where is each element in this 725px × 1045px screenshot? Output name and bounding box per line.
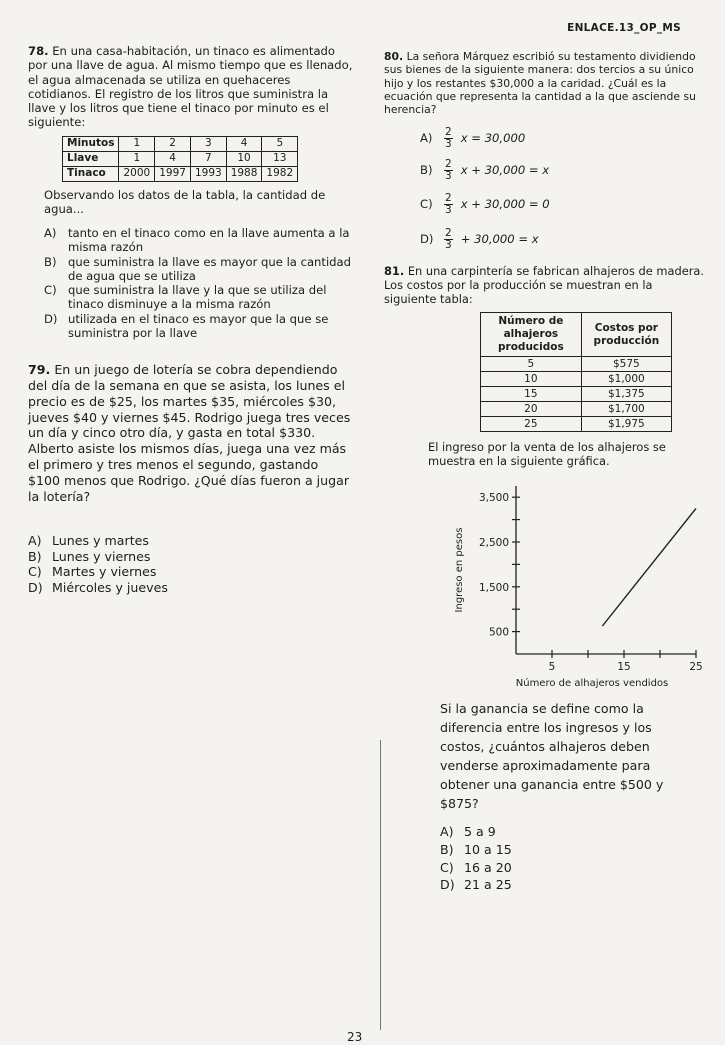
option-letter: C) (44, 283, 57, 297)
cost-table (480, 312, 672, 432)
table-cell: 2000 (119, 166, 155, 181)
table-cell: 1982 (262, 166, 298, 181)
option-text: 10 a 15 (464, 842, 512, 858)
option-text: utilizada en el tinaco es mayor que la que se suministra por la llave (68, 311, 329, 340)
option-81-c[interactable] (440, 859, 704, 877)
table-row (481, 417, 672, 432)
row-label-llave: Llave (63, 151, 119, 166)
chart-intro: El ingreso por la venta de los alhajeros se muestra en la siguiente gráfica. (428, 440, 666, 469)
table-cell: 1997 (155, 166, 191, 181)
fraction-denominator: 3 (445, 169, 452, 182)
fraction-two-thirds (444, 193, 453, 215)
option-letter: D) (440, 877, 455, 893)
income-series-line (602, 509, 696, 627)
table-cell: 15 (481, 387, 582, 402)
option-text: que suministra la llave y la que se utiliza del tinaco disminuye a la misma razón (68, 283, 327, 312)
option-text: 5 a 9 (464, 824, 496, 840)
table-cell: $575 (581, 357, 671, 372)
table-cell: 1988 (226, 166, 262, 181)
question-79-stem (28, 362, 353, 505)
table-cell: 5 (262, 136, 298, 151)
table-cell: 20 (481, 402, 582, 417)
option-79-b[interactable] (28, 549, 353, 565)
option-80-c[interactable] (420, 186, 704, 222)
fraction-denominator: 3 (445, 238, 452, 251)
table-row (481, 402, 672, 417)
fraction-numerator: 2 (445, 192, 452, 205)
option-letter: C) (28, 564, 42, 580)
question-80-text: La señora Márquez escribió su testamento dividiendo sus bienes de la siguiente manera: dos tercios a su único hijo y los restantes $30,000 a la caridad. ¿Cuál es la ecuación que representa la cantidad a la que asciende su herencia? (384, 50, 696, 117)
table-cell: 7 (190, 151, 226, 166)
option-text: + 30,000 = x (460, 232, 539, 247)
right-column (384, 50, 704, 894)
x-axis-label: Número de alhajeros vendidos (515, 678, 669, 690)
income-chart (384, 472, 703, 692)
header-alhajeros: Número de alhajeros producidos (481, 313, 582, 357)
question-81-number: 81. (384, 264, 405, 279)
row-label-tinaco: Tinaco (63, 166, 119, 181)
y-tick-label: 500 (488, 626, 509, 639)
question-78-options (44, 226, 353, 340)
question-80-stem (384, 50, 704, 116)
table-cell: 3 (190, 136, 226, 151)
question-81-stem (384, 264, 704, 306)
option-78-c[interactable] (44, 283, 353, 312)
y-axis-label: Ingreso en pesos (454, 527, 465, 613)
y-tick-label: 3,500 (478, 492, 509, 505)
page-number: 23 (347, 1030, 363, 1044)
option-letter: A) (420, 131, 433, 146)
table-cell: 1993 (190, 166, 226, 181)
row-label-minutos: Minutos (63, 136, 119, 151)
header-costos: Costos por producción (581, 313, 671, 357)
option-text: Lunes y viernes (52, 548, 151, 564)
fraction-denominator: 3 (445, 137, 452, 150)
question-79-options (28, 533, 353, 596)
option-81-a[interactable] (440, 823, 704, 841)
question-81-followup: Si la ganancia se define como la diferencia entre los ingresos y los costos, ¿cuántos alhajeros deben venderse aproximadamente para obtener una ganancia entre $500 y $875? (440, 701, 664, 811)
option-letter: A) (44, 226, 57, 240)
option-letter: B) (440, 842, 454, 858)
x-tick-label: 5 (548, 661, 556, 674)
option-80-b[interactable] (420, 154, 704, 186)
option-letter: A) (28, 532, 42, 548)
option-letter: B) (420, 163, 433, 178)
table-cell: $1,000 (581, 372, 671, 387)
fraction-numerator: 2 (445, 158, 452, 171)
question-81-options (440, 823, 704, 894)
question-81 (384, 264, 704, 894)
table-cell: 1 (119, 136, 155, 151)
question-80-number: 80. (384, 50, 404, 63)
table-row (481, 372, 672, 387)
table-cell: 2 (155, 136, 191, 151)
question-78-number: 78. (28, 44, 49, 58)
option-80-d[interactable] (420, 222, 704, 256)
x-tick-label: 25 (689, 661, 703, 674)
option-78-b[interactable] (44, 255, 353, 284)
table-cell: 10 (226, 151, 262, 166)
question-78-stem (28, 44, 353, 130)
question-78-text: En una casa-habitación, un tinaco es alimentado por una llave de agua. Al mismo tiempo que es llenado, el agua almacenada se utiliza en quehaceres cotidianos. El registro de los litros que suministra la llave y los litros que tiene el tinaco por minuto es el siguiente: (28, 44, 353, 130)
question-79 (28, 362, 353, 596)
table-cell: 1 (119, 151, 155, 166)
question-79-number: 79. (28, 362, 51, 377)
option-79-a[interactable] (28, 533, 353, 549)
option-letter: A) (440, 824, 454, 840)
table-cell: 25 (481, 417, 582, 432)
table-row (481, 387, 672, 402)
option-79-d[interactable] (28, 580, 353, 596)
fraction-numerator: 2 (445, 126, 452, 139)
question-79-text: En un juego de lotería se cobra dependiendo del día de la semana en que se asista, los lunes el precio es de $25, los martes $35, miércoles $30, jueves $40 y viernes $45. Rodrigo juega tres veces un día y cinco otro día, y gasta en total $330. Alberto asiste los mismos días, juega una vez más el primero y tres menos el segundo, gastando $100 menos que Rodrigo. ¿Qué días fueron a jugar la lotería? (28, 362, 351, 504)
table-row (481, 357, 672, 372)
fraction-two-thirds (444, 127, 453, 149)
question-78-prompt: Observando los datos de la tabla, la cantidad de agua... (44, 187, 326, 216)
table-cell: $1,975 (581, 417, 671, 432)
question-80 (384, 50, 704, 256)
option-text: Martes y viernes (52, 564, 157, 580)
option-text: x = 30,000 (460, 131, 526, 146)
column-divider (380, 740, 381, 1030)
option-78-a[interactable] (44, 226, 353, 255)
y-tick-label: 2,500 (478, 537, 509, 550)
table-cell: 4 (155, 151, 191, 166)
question-80-options (420, 122, 704, 256)
table-cell: 4 (226, 136, 262, 151)
option-letter: B) (28, 548, 42, 564)
left-column (28, 44, 353, 596)
exam-code: ENLACE.13_OP_MS (567, 22, 681, 34)
fraction-denominator: 3 (445, 203, 452, 216)
option-letter: D) (28, 580, 43, 596)
table-cell: $1,700 (581, 402, 671, 417)
option-text: tanto en el tinaco como en la llave aumenta a la misma razón (68, 226, 350, 255)
option-letter: D) (420, 232, 434, 247)
water-table (62, 136, 298, 182)
option-81-b[interactable] (440, 841, 704, 859)
table-cell: 13 (262, 151, 298, 166)
option-letter: D) (44, 311, 58, 326)
option-80-a[interactable] (420, 122, 704, 154)
option-letter: C) (420, 197, 433, 212)
option-letter: C) (440, 859, 454, 875)
question-78 (28, 44, 353, 340)
option-text: 21 a 25 (464, 877, 512, 893)
fraction-two-thirds (444, 159, 453, 181)
option-text: que suministra la llave es mayor que la cantidad de agua que se utiliza (68, 254, 351, 283)
option-79-c[interactable] (28, 564, 353, 580)
x-tick-label: 15 (617, 661, 631, 674)
option-text: x + 30,000 = x (460, 163, 550, 178)
option-text: Miércoles y jueves (52, 580, 168, 596)
table-cell: 5 (481, 357, 582, 372)
y-tick-label: 1,500 (478, 581, 509, 594)
option-text: Lunes y martes (52, 532, 149, 548)
option-78-d[interactable] (44, 312, 353, 341)
table-cell: $1,375 (581, 387, 671, 402)
fraction-numerator: 2 (445, 227, 452, 240)
option-letter: B) (44, 254, 57, 269)
option-text: x + 30,000 = 0 (460, 197, 550, 212)
option-text: 16 a 20 (464, 859, 512, 875)
table-cell: 10 (481, 372, 582, 387)
option-81-d[interactable] (440, 876, 704, 894)
question-81-text: En una carpintería se fabrican alhajeros de madera. Los costos por la producción se muestran en la siguiente tabla: (384, 264, 704, 307)
fraction-two-thirds (444, 228, 453, 250)
